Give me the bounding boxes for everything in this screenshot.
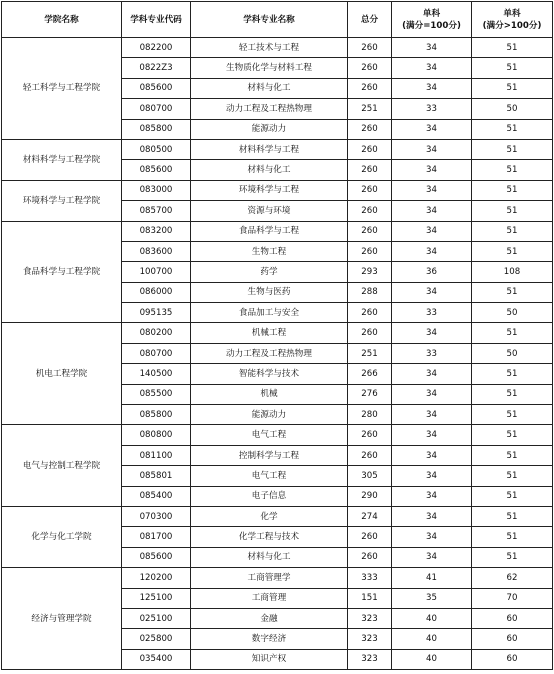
major-cell: 材料科学与工程 <box>191 139 348 159</box>
code-cell: 0822Z3 <box>122 58 191 78</box>
code-cell: 070300 <box>122 506 191 526</box>
single-le100-cell: 34 <box>392 323 472 343</box>
total-score-cell: 266 <box>348 364 392 384</box>
table-row <box>2 568 553 588</box>
major-cell: 药学 <box>191 262 348 282</box>
major-cell: 动力工程及工程热物理 <box>191 99 348 119</box>
single-gt100-cell: 51 <box>472 241 553 261</box>
college-name-cell: 电气与控制工程学院 <box>2 425 122 507</box>
header-major: 学科专业名称 <box>191 2 348 38</box>
single-le100-cell: 40 <box>392 608 472 628</box>
table-row <box>2 221 553 241</box>
major-cell: 材料与化工 <box>191 547 348 567</box>
total-score-cell: 260 <box>348 38 392 58</box>
code-cell: 085800 <box>122 405 191 425</box>
header-single-gt100-line2: (满分>100分) <box>482 20 542 31</box>
total-score-cell: 260 <box>348 547 392 567</box>
code-cell: 083200 <box>122 221 191 241</box>
single-gt100-cell: 50 <box>472 303 553 323</box>
single-le100-cell: 36 <box>392 262 472 282</box>
college-name-cell: 化学与化工学院 <box>2 506 122 567</box>
header-single-le100 <box>392 2 472 38</box>
major-cell: 控制科学与工程 <box>191 445 348 465</box>
major-cell: 能源动力 <box>191 405 348 425</box>
total-score-cell: 323 <box>348 629 392 649</box>
code-cell: 095135 <box>122 303 191 323</box>
single-gt100-cell: 51 <box>472 425 553 445</box>
single-gt100-cell: 51 <box>472 323 553 343</box>
header-single-gt100 <box>472 2 553 38</box>
major-cell: 知识产权 <box>191 649 348 669</box>
single-le100-cell: 34 <box>392 282 472 302</box>
total-score-cell: 260 <box>348 180 392 200</box>
code-cell: 082200 <box>122 38 191 58</box>
code-cell: 080500 <box>122 139 191 159</box>
major-cell: 生物工程 <box>191 241 348 261</box>
major-cell: 工商管理 <box>191 588 348 608</box>
major-cell: 食品科学与工程 <box>191 221 348 241</box>
code-cell: 125100 <box>122 588 191 608</box>
single-gt100-cell: 50 <box>472 99 553 119</box>
single-gt100-cell: 60 <box>472 649 553 669</box>
single-gt100-cell: 51 <box>472 527 553 547</box>
total-score-cell: 274 <box>348 506 392 526</box>
single-gt100-cell: 60 <box>472 629 553 649</box>
major-cell: 化学工程与技术 <box>191 527 348 547</box>
total-score-cell: 323 <box>348 649 392 669</box>
code-cell: 025800 <box>122 629 191 649</box>
total-score-cell: 251 <box>348 99 392 119</box>
major-cell: 化学 <box>191 506 348 526</box>
code-cell: 081700 <box>122 527 191 547</box>
major-cell: 机械工程 <box>191 323 348 343</box>
code-cell: 085700 <box>122 201 191 221</box>
table-header <box>2 2 553 38</box>
single-gt100-cell: 51 <box>472 486 553 506</box>
total-score-cell: 260 <box>348 527 392 547</box>
code-cell: 085500 <box>122 384 191 404</box>
single-le100-cell: 33 <box>392 343 472 363</box>
single-gt100-cell: 51 <box>472 405 553 425</box>
code-cell: 080800 <box>122 425 191 445</box>
header-single-gt100-line1: 单科 <box>503 8 521 19</box>
major-cell: 轻工技术与工程 <box>191 38 348 58</box>
header-total: 总分 <box>348 2 392 38</box>
major-cell: 环境科学与工程 <box>191 180 348 200</box>
code-cell: 081100 <box>122 445 191 465</box>
header-single-le100-line2: (满分=100分) <box>402 20 461 31</box>
major-cell: 电气工程 <box>191 466 348 486</box>
major-cell: 电子信息 <box>191 486 348 506</box>
total-score-cell: 305 <box>348 466 392 486</box>
single-gt100-cell: 51 <box>472 180 553 200</box>
header-single-le100-line1: 单科 <box>422 8 441 19</box>
single-le100-cell: 34 <box>392 241 472 261</box>
single-le100-cell: 34 <box>392 364 472 384</box>
header-college: 学院名称 <box>2 2 122 38</box>
major-cell: 生物与医药 <box>191 282 348 302</box>
single-le100-cell: 34 <box>392 201 472 221</box>
single-gt100-cell: 51 <box>472 139 553 159</box>
total-score-cell: 260 <box>348 139 392 159</box>
major-cell: 材料与化工 <box>191 78 348 98</box>
single-le100-cell: 34 <box>392 119 472 139</box>
code-cell: 140500 <box>122 364 191 384</box>
single-le100-cell: 34 <box>392 58 472 78</box>
code-cell: 085800 <box>122 119 191 139</box>
major-cell: 动力工程及工程热物理 <box>191 343 348 363</box>
major-cell: 金融 <box>191 608 348 628</box>
total-score-cell: 288 <box>348 282 392 302</box>
code-cell: 035400 <box>122 649 191 669</box>
major-cell: 电气工程 <box>191 425 348 445</box>
table-row <box>2 425 553 445</box>
college-name-cell: 环境科学与工程学院 <box>2 180 122 221</box>
single-gt100-cell: 51 <box>472 364 553 384</box>
single-le100-cell: 34 <box>392 425 472 445</box>
total-score-cell: 260 <box>348 445 392 465</box>
single-gt100-cell: 51 <box>472 506 553 526</box>
total-score-cell: 260 <box>348 58 392 78</box>
table-row <box>2 139 553 159</box>
table-row <box>2 506 553 526</box>
single-gt100-cell: 51 <box>472 58 553 78</box>
college-name-cell: 机电工程学院 <box>2 323 122 425</box>
table-row <box>2 180 553 200</box>
code-cell: 083000 <box>122 180 191 200</box>
code-cell: 085801 <box>122 466 191 486</box>
single-le100-cell: 33 <box>392 303 472 323</box>
single-le100-cell: 34 <box>392 466 472 486</box>
code-cell: 086000 <box>122 282 191 302</box>
total-score-cell: 290 <box>348 486 392 506</box>
total-score-cell: 260 <box>348 160 392 180</box>
code-cell: 025100 <box>122 608 191 628</box>
single-le100-cell: 34 <box>392 527 472 547</box>
major-cell: 数字经济 <box>191 629 348 649</box>
major-cell: 能源动力 <box>191 119 348 139</box>
table-body <box>2 38 553 670</box>
code-cell: 083600 <box>122 241 191 261</box>
header-code: 学科专业代码 <box>122 2 191 38</box>
score-table <box>1 1 553 670</box>
single-le100-cell: 33 <box>392 99 472 119</box>
single-gt100-cell: 51 <box>472 221 553 241</box>
major-cell: 食品加工与安全 <box>191 303 348 323</box>
table-row <box>2 38 553 58</box>
single-le100-cell: 34 <box>392 384 472 404</box>
total-score-cell: 323 <box>348 608 392 628</box>
single-le100-cell: 34 <box>392 547 472 567</box>
total-score-cell: 260 <box>348 303 392 323</box>
total-score-cell: 280 <box>348 405 392 425</box>
college-name-cell: 经济与管理学院 <box>2 568 122 670</box>
total-score-cell: 260 <box>348 241 392 261</box>
single-le100-cell: 34 <box>392 445 472 465</box>
single-gt100-cell: 51 <box>472 38 553 58</box>
single-le100-cell: 35 <box>392 588 472 608</box>
header-row <box>2 2 553 38</box>
single-le100-cell: 34 <box>392 405 472 425</box>
single-le100-cell: 34 <box>392 221 472 241</box>
total-score-cell: 260 <box>348 78 392 98</box>
total-score-cell: 151 <box>348 588 392 608</box>
single-gt100-cell: 51 <box>472 78 553 98</box>
college-name-cell: 食品科学与工程学院 <box>2 221 122 323</box>
code-cell: 120200 <box>122 568 191 588</box>
single-le100-cell: 34 <box>392 139 472 159</box>
table-row <box>2 323 553 343</box>
single-gt100-cell: 60 <box>472 608 553 628</box>
total-score-cell: 260 <box>348 221 392 241</box>
single-gt100-cell: 51 <box>472 466 553 486</box>
code-cell: 085400 <box>122 486 191 506</box>
single-gt100-cell: 51 <box>472 119 553 139</box>
single-le100-cell: 34 <box>392 38 472 58</box>
single-le100-cell: 34 <box>392 160 472 180</box>
single-gt100-cell: 51 <box>472 160 553 180</box>
single-gt100-cell: 50 <box>472 343 553 363</box>
single-le100-cell: 34 <box>392 180 472 200</box>
major-cell: 机械 <box>191 384 348 404</box>
code-cell: 080700 <box>122 343 191 363</box>
major-cell: 材料与化工 <box>191 160 348 180</box>
code-cell: 080200 <box>122 323 191 343</box>
code-cell: 100700 <box>122 262 191 282</box>
major-cell: 智能科学与技术 <box>191 364 348 384</box>
code-cell: 085600 <box>122 547 191 567</box>
total-score-cell: 260 <box>348 119 392 139</box>
total-score-cell: 260 <box>348 201 392 221</box>
total-score-cell: 333 <box>348 568 392 588</box>
single-le100-cell: 34 <box>392 486 472 506</box>
college-name-cell: 轻工科学与工程学院 <box>2 38 122 140</box>
single-gt100-cell: 108 <box>472 262 553 282</box>
single-gt100-cell: 51 <box>472 282 553 302</box>
single-le100-cell: 34 <box>392 78 472 98</box>
college-name-cell: 材料科学与工程学院 <box>2 139 122 180</box>
total-score-cell: 260 <box>348 425 392 445</box>
major-cell: 资源与环境 <box>191 201 348 221</box>
single-gt100-cell: 51 <box>472 384 553 404</box>
major-cell: 生物质化学与材料工程 <box>191 58 348 78</box>
total-score-cell: 293 <box>348 262 392 282</box>
code-cell: 085600 <box>122 78 191 98</box>
single-gt100-cell: 51 <box>472 547 553 567</box>
single-le100-cell: 41 <box>392 568 472 588</box>
single-le100-cell: 40 <box>392 629 472 649</box>
total-score-cell: 260 <box>348 323 392 343</box>
single-le100-cell: 34 <box>392 506 472 526</box>
single-gt100-cell: 51 <box>472 201 553 221</box>
major-cell: 工商管理学 <box>191 568 348 588</box>
single-gt100-cell: 51 <box>472 445 553 465</box>
single-le100-cell: 40 <box>392 649 472 669</box>
total-score-cell: 276 <box>348 384 392 404</box>
single-gt100-cell: 62 <box>472 568 553 588</box>
code-cell: 085600 <box>122 160 191 180</box>
single-gt100-cell: 70 <box>472 588 553 608</box>
code-cell: 080700 <box>122 99 191 119</box>
total-score-cell: 251 <box>348 343 392 363</box>
